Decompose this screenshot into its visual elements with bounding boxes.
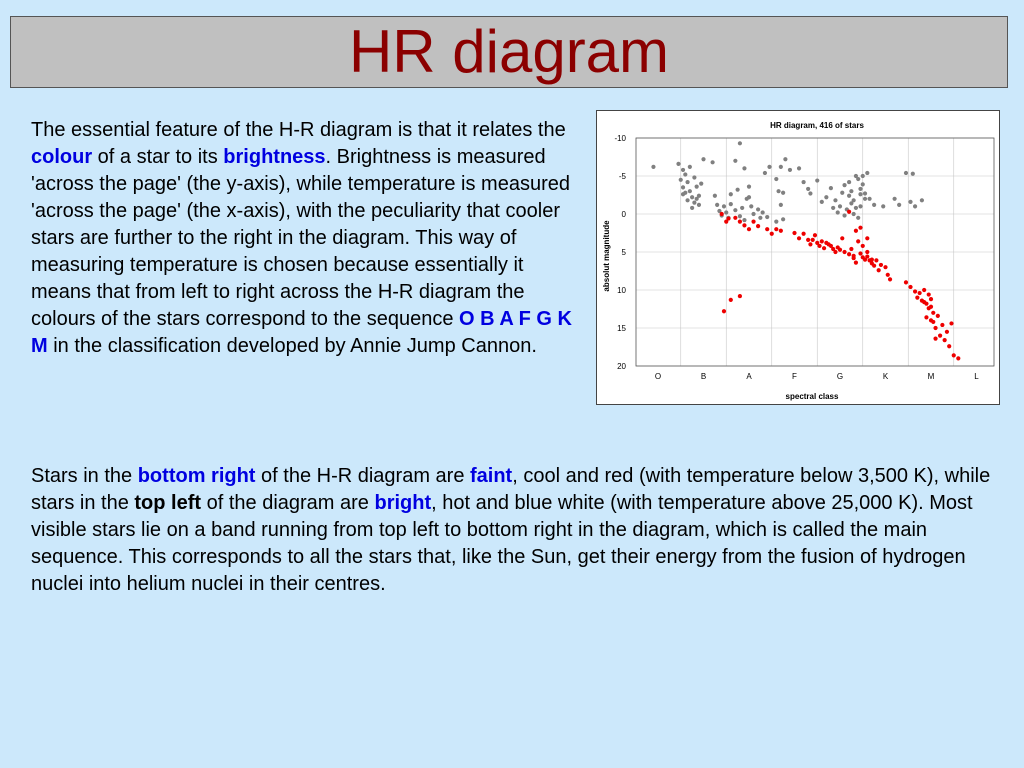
giant-star-point — [920, 198, 924, 202]
x-tick-label: G — [836, 372, 844, 381]
giant-star-point — [722, 204, 726, 208]
giant-star-point — [738, 214, 742, 218]
main-sequence-point — [742, 223, 746, 227]
para2-text-3: , cool and red (with temperature below 3,500 K), while stars in the — [31, 465, 991, 514]
giant-star-point — [761, 210, 765, 214]
giant-star-point — [863, 197, 867, 201]
x-tick-label: K — [882, 372, 889, 381]
giant-star-point — [802, 180, 806, 184]
giant-star-point — [904, 171, 908, 175]
giant-star-point — [820, 200, 824, 204]
main-sequence-point — [840, 236, 844, 240]
main-sequence-point — [888, 277, 892, 281]
giant-star-point — [738, 141, 742, 145]
y-tick-label: 5 — [621, 248, 626, 257]
main-sequence-point — [945, 330, 949, 334]
highlight-bright: bright — [374, 492, 432, 514]
main-sequence-point — [842, 250, 846, 254]
main-sequence-point — [865, 254, 869, 258]
main-sequence-point — [849, 247, 853, 251]
main-sequence-point — [856, 239, 860, 243]
giant-star-point — [913, 204, 917, 208]
hr-chart — [596, 110, 1000, 405]
main-sequence-point — [747, 227, 751, 231]
giant-star-point — [697, 203, 701, 207]
giant-star-point — [683, 172, 687, 176]
data-points — [651, 141, 960, 360]
giant-star-point — [740, 206, 744, 210]
main-sequence-point — [854, 261, 858, 265]
main-sequence-point — [879, 263, 883, 267]
highlight-colour: colour — [31, 146, 93, 168]
chart-grid — [636, 138, 994, 366]
giant-star-point — [681, 185, 685, 189]
y-tick-label: -10 — [614, 134, 626, 143]
main-sequence-point — [874, 258, 878, 262]
giant-star-point — [881, 204, 885, 208]
giant-star-point — [897, 203, 901, 207]
main-sequence-point — [877, 268, 881, 272]
main-sequence-point — [820, 239, 824, 243]
x-tick-label: F — [792, 372, 797, 381]
main-sequence-point — [817, 244, 821, 248]
giant-star-point — [651, 165, 655, 169]
giant-star-point — [863, 191, 867, 195]
giant-star-point — [788, 168, 792, 172]
giant-star-point — [815, 178, 819, 182]
main-sequence-point — [802, 232, 806, 236]
y-tick-label: 15 — [617, 324, 626, 333]
giant-star-point — [872, 203, 876, 207]
giant-star-point — [854, 206, 858, 210]
giant-star-point — [733, 208, 737, 212]
main-sequence-point — [833, 250, 837, 254]
giant-star-point — [861, 182, 865, 186]
main-sequence-point — [847, 252, 851, 256]
giant-star-point — [774, 177, 778, 181]
giant-star-point — [713, 194, 717, 198]
explanation-paragraph — [31, 463, 991, 598]
main-sequence-point — [883, 265, 887, 269]
giant-star-point — [729, 202, 733, 206]
x-tick-label: L — [974, 372, 979, 381]
para2-text-1: Stars in the — [31, 465, 138, 487]
x-tick-label: M — [927, 372, 935, 381]
para1-text-4: in the classification developed by Annie Jump Cannon. — [47, 335, 537, 357]
para1-text-1: The essential feature of the H-R diagram is that it relates the — [31, 119, 566, 141]
main-sequence-point — [792, 231, 796, 235]
main-sequence-point — [808, 242, 812, 246]
main-sequence-point — [865, 236, 869, 240]
giant-star-point — [767, 165, 771, 169]
giant-star-point — [736, 188, 740, 192]
main-sequence-point — [940, 323, 944, 327]
giant-star-point — [688, 165, 692, 169]
x-tick-labels — [655, 372, 979, 381]
giant-star-point — [831, 206, 835, 210]
main-sequence-point — [908, 285, 912, 289]
main-sequence-point — [938, 334, 942, 338]
giant-star-point — [701, 157, 705, 161]
giant-star-point — [763, 171, 767, 175]
main-sequence-point — [924, 315, 928, 319]
giant-star-point — [842, 213, 846, 217]
giant-star-point — [733, 159, 737, 163]
main-sequence-point — [729, 298, 733, 302]
giant-star-point — [765, 215, 769, 219]
chart-title: HR diagram, 416 of stars — [770, 121, 864, 130]
giant-star-point — [751, 212, 755, 216]
y-tick-label: 10 — [617, 286, 626, 295]
main-sequence-point — [886, 273, 890, 277]
giant-star-point — [742, 218, 746, 222]
giant-star-point — [756, 207, 760, 211]
giant-star-point — [774, 220, 778, 224]
para2-text-5: , hot and blue white (with temperature above 25,000 K). Most visible stars lie on a band running from top left to bottom right in the diagram, which is called the main sequence. This corresponds to all the stars that, like the Sun, get their energy from the fusion of hydrogen nuclei into helium nuclei in their centres. — [31, 492, 973, 595]
giant-star-point — [808, 191, 812, 195]
giant-star-point — [690, 195, 694, 199]
giant-star-point — [781, 191, 785, 195]
giant-star-point — [867, 197, 871, 201]
y-tick-label: -5 — [618, 172, 626, 181]
main-sequence-point — [858, 251, 862, 255]
main-sequence-point — [929, 305, 933, 309]
giant-star-point — [852, 212, 856, 216]
giant-star-point — [690, 206, 694, 210]
main-sequence-point — [774, 227, 778, 231]
giant-star-point — [847, 180, 851, 184]
highlight-faint: faint — [470, 465, 513, 487]
giant-star-point — [847, 194, 851, 198]
x-axis-label: spectral class — [785, 392, 839, 401]
main-sequence-point — [720, 212, 724, 216]
main-sequence-point — [913, 289, 917, 293]
main-sequence-point — [931, 311, 935, 315]
giant-star-point — [806, 187, 810, 191]
giant-star-point — [679, 178, 683, 182]
giant-star-point — [749, 204, 753, 208]
giant-star-point — [893, 197, 897, 201]
main-sequence-point — [936, 314, 940, 318]
giant-star-point — [692, 201, 696, 205]
giant-star-point — [858, 204, 862, 208]
y-tick-label: 0 — [621, 210, 626, 219]
para1-text-2: of a star to its — [92, 146, 224, 168]
hr-chart-svg — [597, 111, 999, 404]
main-sequence-point — [838, 248, 842, 252]
main-sequence-point — [922, 288, 926, 292]
main-sequence-point — [915, 296, 919, 300]
giant-star-point — [715, 203, 719, 207]
giant-star-point — [676, 162, 680, 166]
giant-star-point — [849, 189, 853, 193]
main-sequence-point — [943, 338, 947, 342]
main-sequence-point — [852, 256, 856, 260]
main-sequence-point — [872, 264, 876, 268]
main-sequence-point — [929, 318, 933, 322]
main-sequence-point — [949, 321, 953, 325]
giant-star-point — [688, 189, 692, 193]
giant-star-point — [836, 210, 840, 214]
y-tick-labels — [614, 134, 626, 371]
giant-star-point — [776, 189, 780, 193]
highlight-spectral-sequence: O B A F G K M — [31, 308, 572, 357]
main-sequence-point — [751, 220, 755, 224]
giant-star-point — [858, 192, 862, 196]
giant-star-point — [681, 192, 685, 196]
giant-star-point — [685, 180, 689, 184]
giant-star-point — [824, 195, 828, 199]
main-sequence-point — [952, 353, 956, 357]
main-sequence-point — [922, 300, 926, 304]
giant-star-point — [699, 182, 703, 186]
main-sequence-point — [722, 309, 726, 313]
main-sequence-point — [806, 238, 810, 242]
giant-star-point — [838, 204, 842, 208]
main-sequence-point — [733, 216, 737, 220]
giant-star-point — [861, 174, 865, 178]
giant-star-point — [781, 217, 785, 221]
giant-star-point — [858, 187, 862, 191]
giant-star-point — [856, 177, 860, 181]
main-sequence-point — [858, 226, 862, 230]
main-sequence-point — [929, 297, 933, 301]
y-tick-label: 20 — [617, 362, 626, 371]
main-sequence-point — [933, 326, 937, 330]
main-sequence-point — [947, 344, 951, 348]
main-sequence-point — [811, 238, 815, 242]
main-sequence-point — [738, 294, 742, 298]
main-sequence-point — [861, 244, 865, 248]
giant-star-point — [865, 171, 869, 175]
giant-star-point — [783, 157, 787, 161]
main-sequence-point — [822, 246, 826, 250]
y-axis-label: absolut magnitude — [602, 220, 611, 292]
giant-star-point — [779, 203, 783, 207]
para2-text-2: of the H-R diagram are — [255, 465, 470, 487]
giant-star-point — [681, 168, 685, 172]
main-sequence-point — [933, 337, 937, 341]
giant-star-point — [840, 191, 844, 195]
giant-star-point — [745, 197, 749, 201]
main-sequence-point — [779, 229, 783, 233]
main-sequence-point — [847, 210, 851, 214]
giant-star-point — [692, 175, 696, 179]
giant-star-point — [908, 200, 912, 204]
giant-star-point — [852, 198, 856, 202]
main-sequence-point — [870, 258, 874, 262]
giant-star-point — [842, 183, 846, 187]
main-sequence-point — [854, 229, 858, 233]
main-sequence-point — [797, 236, 801, 240]
main-sequence-point — [726, 216, 730, 220]
main-sequence-point — [738, 220, 742, 224]
para2-text-4: of the diagram are — [201, 492, 375, 514]
intro-paragraph — [31, 117, 586, 360]
giant-star-point — [779, 165, 783, 169]
highlight-bottom-right: bottom right — [137, 465, 256, 487]
giant-star-point — [747, 185, 751, 189]
x-tick-label: O — [654, 372, 662, 381]
main-sequence-point — [813, 233, 817, 237]
x-tick-label: A — [746, 372, 752, 381]
slide-title: HR diagram — [348, 18, 670, 85]
giant-star-point — [711, 160, 715, 164]
para1-text-3: . Brightness is measured 'across the page' (the y-axis), while temperature is measured 'across the page' (the x-axis), with the peculiarity that cooler stars are further to the right in the diagram. This way of measuring temperature is chosen because essentially it means that from left to right across the H-R diagram the colours of the stars correspond to the sequence — [31, 146, 570, 330]
giant-star-point — [695, 185, 699, 189]
giant-star-point — [695, 197, 699, 201]
giant-star-point — [856, 216, 860, 220]
giant-star-point — [911, 172, 915, 176]
giant-star-point — [724, 210, 728, 214]
main-sequence-point — [770, 232, 774, 236]
main-sequence-point — [927, 292, 931, 296]
main-sequence-point — [956, 356, 960, 360]
main-sequence-point — [904, 280, 908, 284]
giant-star-point — [833, 198, 837, 202]
main-sequence-point — [765, 227, 769, 231]
bold-top-left: top left — [134, 492, 202, 514]
giant-star-point — [729, 192, 733, 196]
title-bar — [10, 16, 1008, 88]
x-tick-label: B — [700, 372, 707, 381]
giant-star-point — [797, 166, 801, 170]
main-sequence-point — [865, 250, 869, 254]
giant-star-point — [685, 198, 689, 202]
highlight-brightness: brightness — [223, 146, 326, 168]
main-sequence-point — [918, 291, 922, 295]
main-sequence-point — [756, 224, 760, 228]
giant-star-point — [829, 186, 833, 190]
giant-star-point — [742, 166, 746, 170]
giant-star-point — [758, 216, 762, 220]
